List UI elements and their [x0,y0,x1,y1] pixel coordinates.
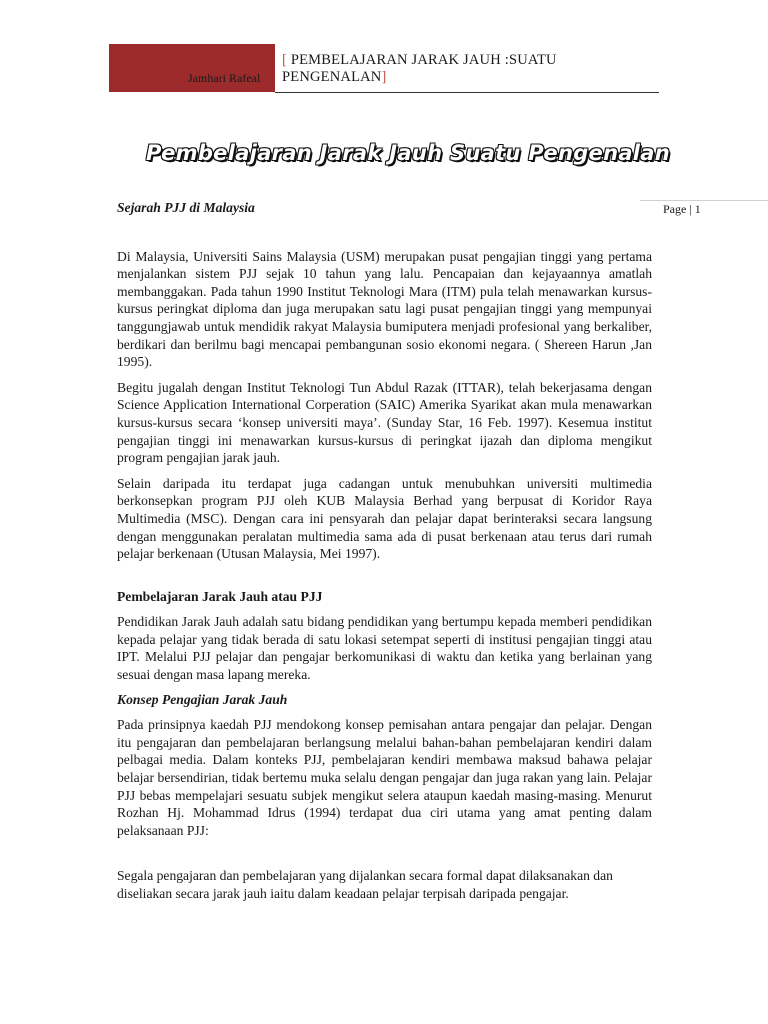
section-heading-pjj: Pembelajaran Jarak Jauh atau PJJ [117,588,323,604]
paragraph-sejarah-2: Begitu jugalah dengan Institut Teknologi Tun Abdul Razak (ITTAR), telah bekerjasama dengan Science Application International Corperation (SAIC) Amerika Syarikat akan mula menawarkan kursus-kursus secara ‘konsep universiti maya’. (Sunday Star, 16 Feb. 1997). Kesemua institut pengajian tinggi ini menawarkan kursus-kursus di peringkat ijazah dan diploma mengikut program pengajian jarak jauh. [117,379,652,466]
paragraph-sejarah-1: Di Malaysia, Universiti Sains Malaysia (USM) merupakan pusat pengajian tinggi yang pertama menjalankan sistem PJJ sejak 10 tahun yang lalu. Pencapaian dan kejayaannya amatlah membanggakan. Pada tahun 1990 Institut Teknologi Mara (ITM) pula telah menawarkan kursus-kursus peringkat diploma dan juga merupakan satu lagi pusat pengajian tinggi yang mempunyai tanggungjawab untuk mendidik rakyat Malaysia bumiputera menjadi profesional yang berkaliber, berdikari dan berilmu bagi mencapai pembangunan sosio ekonomi negara. ( Shereen Harun ,Jan 1995). [117,248,652,370]
close-bracket: ] [381,69,387,85]
header-divider [275,92,659,93]
section-heading-konsep: Konsep Pengajian Jarak Jauh [117,691,288,707]
main-title: Pembelajaran Jarak Jauh Suatu Pengenalan [146,141,671,165]
document-header-title [282,52,602,86]
open-bracket: [ [282,52,288,68]
paragraph-konsep-1: Pada prinsipnya kaedah PJJ mendokong konsep pemisahan antara pengajar dan pelajar. Dengan itu pengajaran dan pembelajaran berlangsung melalui bahan-bahan pembelajaran kendiri dalam pelbagai media. Dalam konteks PJJ, pembelajaran kendiri membawa maksud bahawa pelajar belajar bersendirian, tidak bertemu muka selalu dengan pengajar dan juga rakan yang lain. Pelajar PJJ bebas mempelajari sesuatu subjek mengikut selera ataupun kaedah masing-masing. Menurut Rozhan Hj. Mohammad Idrus (1994) terdapat dua ciri utama yang amat penting dalam pelaksanaan PJJ: [117,717,652,838]
header-title-text: PEMBELAJARAN JARAK JAUH :SUATU PENGENALAN [282,52,557,85]
author-name: Jamhari Rafeal [188,71,261,85]
paragraph-sejarah-3: Selain daripada itu terdapat juga cadangan untuk menubuhkan universiti multimedia berkonsepkan program PJJ oleh KUB Malaysia Berhad yang berpusat di Koridor Raya Multimedia (MSC). Dengan cara ini pensyarah dan pelajar dapat berinteraksi secara langsung dengan menggunakan peralatan multimedia sama ada di pusat berkenaan atau terus dari rumah pelajar berkenaan (Utusan Malaysia, Mei 1997). [117,475,652,562]
document-body [117,199,652,903]
page-number: Page | 1 [663,202,701,216]
section-heading-sejarah: Sejarah PJJ di Malaysia [117,200,255,215]
paragraph-konsep-2: Segala pengajaran dan pembelajaran yang dijalankan secara formal dapat dilaksanakan dan diseliakan secara jarak jauh iaitu dalam keadaan pelajar terpisah daripada pengajar. [117,868,613,901]
paragraph-pjj-1: Pendidikan Jarak Jauh adalah satu bidang pendidikan yang bertumpu kepada memberi pendidikan kepada pelajar yang tidak berada di satu lokasi setempat seperti di institusi pengajian tinggi atau IPT. Melalui PJJ pelajar dan pengajar berkomunikasi di waktu dan ketika yang berlainan yang sesuai dengan masa lapang mereka. [117,614,652,683]
page-number-divider [640,200,768,201]
